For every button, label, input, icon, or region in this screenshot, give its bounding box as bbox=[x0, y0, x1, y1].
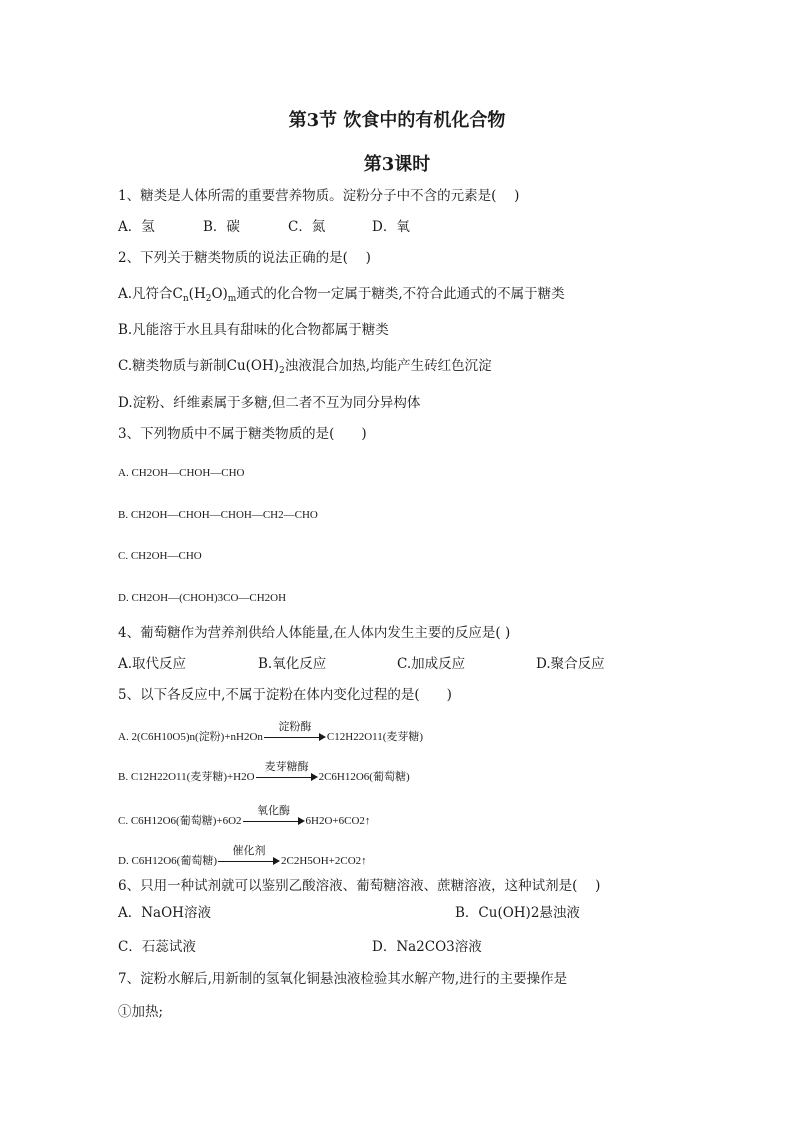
q5-a-products: C12H22O11(麦芽糖) bbox=[326, 731, 424, 743]
q4-stem: 4、葡萄糖作为营养剂供给人体能量,在人体内发生主要的反应是( ) bbox=[118, 625, 511, 641]
q5-b-reactants: B. C12H22O11(麦芽糖)+H2O bbox=[118, 771, 255, 783]
reaction-arrow bbox=[243, 805, 305, 828]
q6-stem: 6、只用一种试剂就可以鉴别乙酸溶液、葡萄糖溶液、蔗糖溶液，这种试剂是( ) bbox=[118, 878, 601, 894]
q2-option-b: B.凡能溶于水且具有甜味的化合物都属于糖类 bbox=[118, 322, 389, 338]
q2-a-post: 通式的化合物一定属于糖类,不符合此通式的不属于糖类 bbox=[236, 286, 565, 302]
q2-c-pre: C.糖类物质与新制Cu(OH) bbox=[118, 358, 280, 374]
q5-stem: 5、以下各反应中,不属于淀粉在体内变化过程的是( ) bbox=[118, 687, 452, 703]
q5-d-reactants: D. C6H12O6(葡萄糖) bbox=[118, 855, 217, 867]
q6-option-b: B．Cu(OH)2悬浊液 bbox=[455, 905, 580, 921]
q1-option-a: A．氢 bbox=[118, 219, 155, 235]
q5-c-condition: 氧化酶 bbox=[257, 805, 291, 818]
q5-a-condition: 淀粉酶 bbox=[278, 721, 312, 734]
q5-option-a bbox=[118, 721, 424, 746]
q2-c-post: 浊液混合加热,均能产生砖红色沉淀 bbox=[284, 358, 492, 374]
reaction-arrow bbox=[264, 721, 326, 744]
q3-option-a: A. CH2OH—CHOH—CHO bbox=[118, 467, 245, 479]
q3-option-d: D. CH2OH—(CHOH)3CO—CH2OH bbox=[118, 592, 287, 604]
q2-a-mid1: (H bbox=[188, 286, 206, 302]
q5-d-condition: 催化剂 bbox=[232, 845, 266, 858]
q5-c-products: 6H2O+6CO2↑ bbox=[305, 815, 371, 827]
q3-stem: 3、下列物质中不属于糖类物质的是( ) bbox=[118, 426, 367, 442]
q4-option-b: B.氧化反应 bbox=[258, 656, 327, 672]
q1-stem: 1、糖类是人体所需的重要营养物质。淀粉分子中不含的元素是( ) bbox=[118, 188, 520, 204]
reaction-arrow bbox=[256, 761, 318, 784]
q5-option-d bbox=[118, 845, 367, 870]
q5-d-products: 2C2H5OH+2CO2↑ bbox=[281, 855, 367, 867]
q2-option-c bbox=[118, 357, 492, 375]
q2-stem: 2、下列关于糖类物质的说法正确的是( ) bbox=[118, 250, 371, 266]
q6-option-a: A．NaOH溶液 bbox=[118, 905, 211, 921]
section-title: 第3节 饮食中的有机化合物 bbox=[288, 110, 506, 131]
q5-option-c bbox=[118, 805, 371, 830]
q5-a-reactants: A. 2(C6H10O5)n(淀粉)+nH2On bbox=[118, 731, 263, 743]
q7-stem: 7、淀粉水解后,用新制的氢氧化铜悬浊液检验其水解产物,进行的主要操作是 bbox=[118, 971, 568, 987]
q5-c-reactants: C. C6H12O6(葡萄糖)+6O2 bbox=[118, 815, 242, 827]
q5-b-products: 2C6H12O6(葡萄糖) bbox=[318, 771, 410, 783]
q2-a-pre: A.凡符合C bbox=[118, 286, 183, 302]
q3-option-b: B. CH2OH—CHOH—CHOH—CH2—CHO bbox=[118, 509, 318, 521]
q5-b-condition: 麦芽糖酶 bbox=[264, 761, 309, 774]
q2-a-sub-m: m bbox=[227, 294, 237, 304]
q2-a-mid2: O) bbox=[211, 286, 228, 302]
q2-c-sub: 2 bbox=[279, 366, 285, 376]
q4-option-c: C.加成反应 bbox=[397, 656, 466, 672]
q1-option-d: D．氧 bbox=[372, 219, 410, 235]
q1-option-c: C．氮 bbox=[288, 219, 326, 235]
q6-option-c: C．石蕊试液 bbox=[118, 939, 196, 955]
lesson-subtitle: 第3课时 bbox=[363, 154, 431, 175]
q2-a-sub-2: 2 bbox=[205, 294, 212, 304]
q2-a-sub-n: n bbox=[182, 294, 189, 304]
reaction-arrow bbox=[218, 845, 280, 868]
q6-option-d: D．Na2CO3溶液 bbox=[372, 939, 482, 955]
q3-option-c: C. CH2OH—CHO bbox=[118, 550, 202, 562]
q5-option-b bbox=[118, 761, 410, 786]
q2-option-d: D.淀粉、纤维素属于多糖,但二者不互为同分异构体 bbox=[118, 395, 421, 411]
q7-step-1: ①加热; bbox=[118, 1004, 164, 1020]
q4-option-a: A.取代反应 bbox=[118, 656, 187, 672]
q2-option-a bbox=[118, 285, 565, 303]
q4-option-d: D.聚合反应 bbox=[536, 656, 605, 672]
q1-option-b: B．碳 bbox=[203, 219, 240, 235]
